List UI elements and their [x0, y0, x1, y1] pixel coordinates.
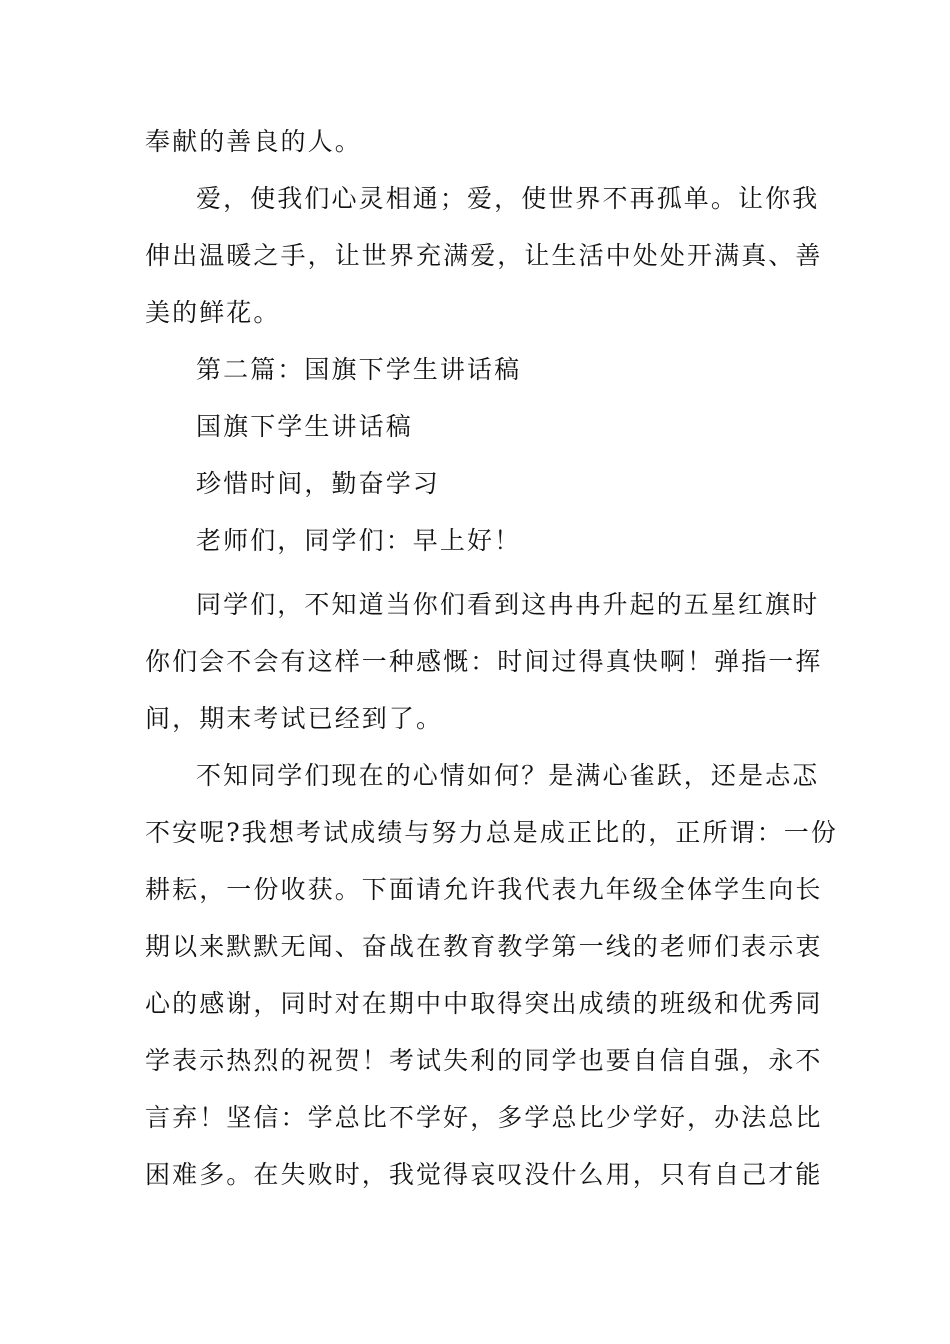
text-line: 心的感谢，同时对在期中中取得突出成绩的班级和优秀同 — [145, 989, 823, 1018]
text-line: 你们会不会有这样一种感慨：时间过得真快啊！弹指一挥 — [145, 647, 823, 676]
section-heading: 第二篇：国旗下学生讲话稿 — [196, 355, 522, 384]
text-line: 同学们，不知道当你们看到这冉冉升起的五星红旗时 — [196, 590, 820, 619]
text-line: 言弃！坚信：学总比不学好，多学总比少学好，办法总比 — [145, 1103, 823, 1132]
text-line: 耕耘，一份收获。下面请允许我代表九年级全体学生向长 — [145, 875, 823, 904]
speech-subtitle: 珍惜时间，勤奋学习 — [196, 469, 440, 498]
text-line: 间，期末考试已经到了。 — [145, 704, 444, 733]
text-line: 困难多。在失败时，我觉得哀叹没什么用，只有自己才能 — [145, 1160, 823, 1189]
text-line: 美的鲜花。 — [145, 298, 281, 327]
greeting: 老师们，同学们：早上好！ — [196, 526, 522, 555]
text-line: 期以来默默无闻、奋战在教育教学第一线的老师们表示衷 — [145, 932, 823, 961]
text-line: 不安呢?我想考试成绩与努力总是成正比的，正所谓：一份 — [145, 818, 839, 847]
text-line: 学表示热烈的祝贺！考试失利的同学也要自信自强，永不 — [145, 1046, 823, 1075]
text-line: 不知同学们现在的心情如何？是满心雀跃，还是忐忑 — [196, 761, 820, 790]
speech-title: 国旗下学生讲话稿 — [196, 412, 413, 441]
text-line: 伸出温暖之手，让世界充满爱，让生活中处处开满真、善 — [145, 241, 823, 270]
text-line: 奉献的善良的人。 — [145, 127, 362, 156]
text-line: 爱，使我们心灵相通；爱，使世界不再孤单。让你我 — [196, 184, 820, 213]
